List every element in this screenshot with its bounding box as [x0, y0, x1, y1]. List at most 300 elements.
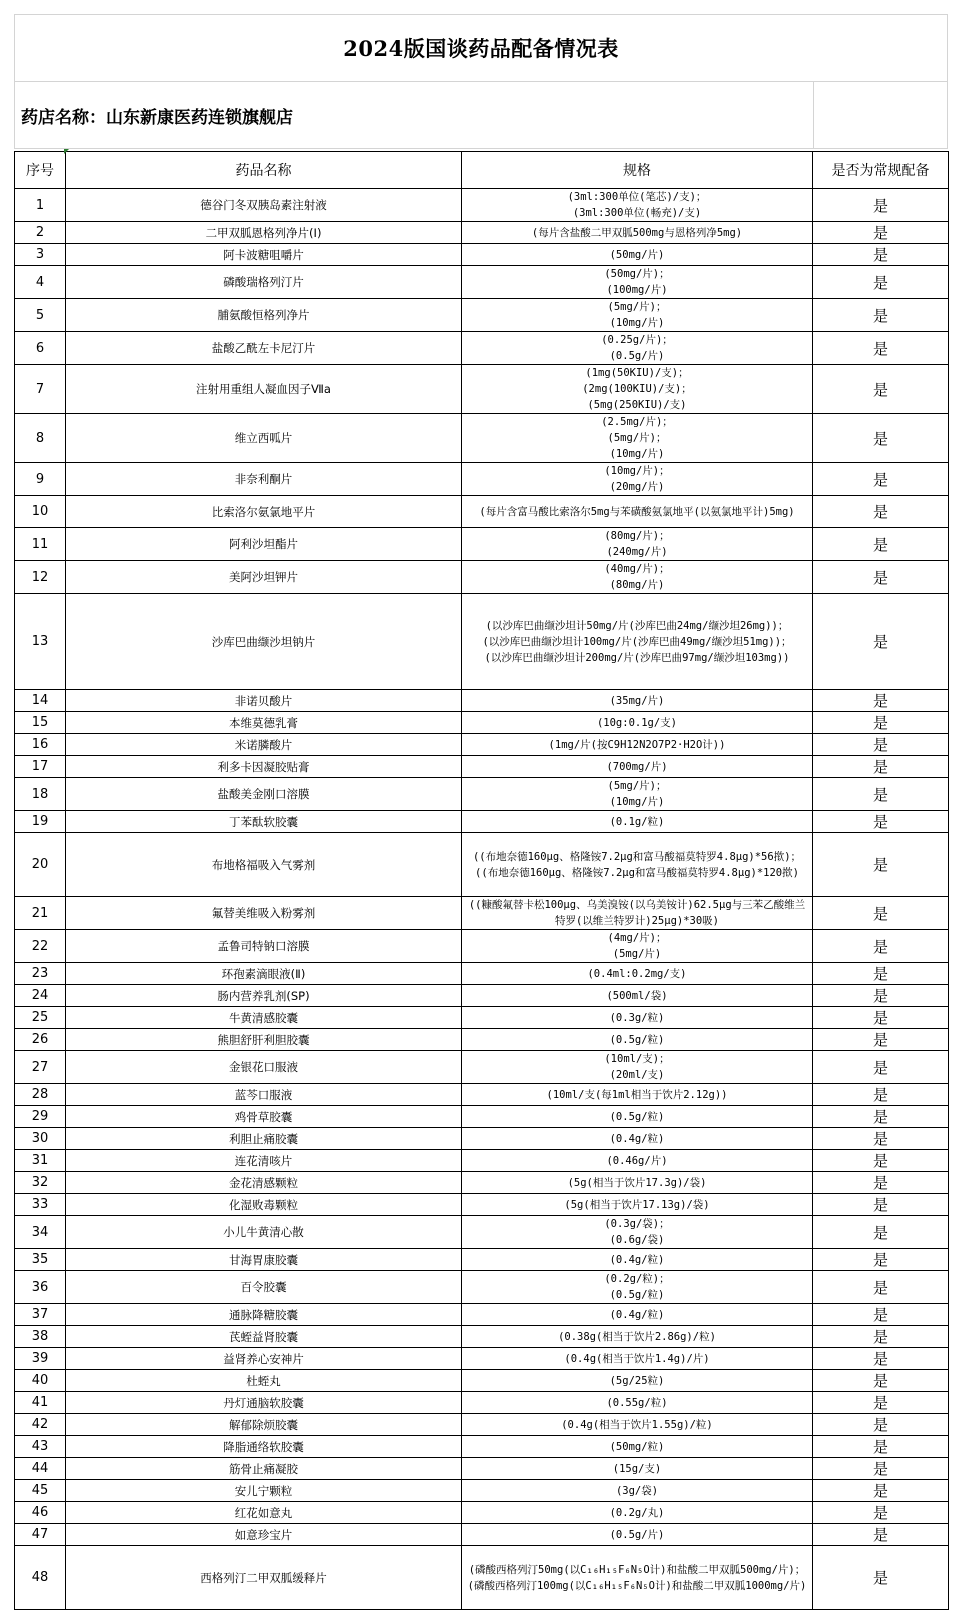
table-row [15, 734, 949, 756]
cell-drug-name: 金花清感颗粒 [66, 1172, 462, 1194]
cell-drug-name: 比索洛尔氨氯地平片 [66, 496, 462, 528]
cell-regular: 是 [813, 1524, 949, 1546]
cell-no: 2 [15, 222, 66, 244]
cell-no: 8 [15, 414, 66, 463]
cell-no: 44 [15, 1458, 66, 1480]
cell-regular: 是 [813, 1216, 949, 1249]
spec-line: (磷酸西格列汀50mg(以C₁₆H₁₅F₆N₅O计)和盐酸二甲双胍500mg/片)； [468, 1563, 806, 1576]
cell-no: 3 [15, 244, 66, 266]
cell-drug-name: 化湿败毒颗粒 [66, 1194, 462, 1216]
cell-spec [462, 1150, 813, 1172]
cell-spec [462, 414, 813, 463]
cell-drug-name: 脯氨酸恒格列净片 [66, 299, 462, 332]
cell-regular: 是 [813, 244, 949, 266]
cell-spec [462, 1502, 813, 1524]
spec-line: (50mg/粒) [609, 1440, 665, 1453]
spec-line: (5mg/片)； [607, 432, 667, 444]
cell-spec [462, 1392, 813, 1414]
spec-line: (20ml/支) [609, 1069, 665, 1081]
spec-line: (80mg/片) [609, 579, 665, 591]
table-row [15, 930, 949, 963]
table-row [15, 189, 949, 222]
spec-line: (3ml:300单位(笔芯)/支)； [567, 191, 707, 203]
cell-drug-name: 丁苯酞软胶囊 [66, 811, 462, 833]
spec-line: (0.4g(相当于饮片1.4g)/片) [564, 1352, 710, 1365]
cell-drug-name: 牛黄清感胶囊 [66, 1007, 462, 1029]
cell-regular: 是 [813, 496, 949, 528]
table-row [15, 778, 949, 811]
cell-drug-name: 二甲双胍恩格列净片(Ⅰ) [66, 222, 462, 244]
cell-drug-name: 小儿牛黄清心散 [66, 1216, 462, 1249]
cell-regular: 是 [813, 1370, 949, 1392]
cell-drug-name: 西格列汀二甲双胍缓释片 [66, 1546, 462, 1610]
table-row [15, 811, 949, 833]
cell-no: 36 [15, 1271, 66, 1304]
cell-drug-name: 米诺膦酸片 [66, 734, 462, 756]
cell-spec [462, 332, 813, 365]
spec-line: (5mg/片)； [607, 780, 667, 792]
cell-spec [462, 1084, 813, 1106]
cell-spec [462, 594, 813, 690]
cell-drug-name: 沙库巴曲缬沙坦钠片 [66, 594, 462, 690]
spec-line: (5g/25粒) [609, 1374, 665, 1387]
spec-line: (20mg/片) [609, 481, 665, 493]
header-row [15, 152, 949, 189]
cell-drug-name: 蓝芩口服液 [66, 1084, 462, 1106]
table-row [15, 1546, 949, 1610]
cell-drug-name: 杜蛭丸 [66, 1370, 462, 1392]
table-row [15, 1436, 949, 1458]
cell-spec [462, 734, 813, 756]
spec-line: (0.4g(相当于饮片1.55g)/粒) [561, 1418, 713, 1431]
cell-divider [813, 82, 814, 148]
cell-regular: 是 [813, 1546, 949, 1610]
spec-line: (0.55g/粒) [606, 1396, 668, 1409]
cell-spec [462, 1436, 813, 1458]
cell-no: 19 [15, 811, 66, 833]
cell-drug-name: 盐酸乙酰左卡尼汀片 [66, 332, 462, 365]
spec-line: (10mg/片) [609, 317, 665, 329]
cell-no: 6 [15, 332, 66, 365]
cell-spec [462, 963, 813, 985]
cell-regular: 是 [813, 299, 949, 332]
table-row [15, 1326, 949, 1348]
cell-regular: 是 [813, 1106, 949, 1128]
cell-regular: 是 [813, 778, 949, 811]
cell-spec [462, 756, 813, 778]
cell-spec [462, 1172, 813, 1194]
table-row [15, 690, 949, 712]
spec-line: (10mg/片) [609, 796, 665, 808]
spec-line: (3ml:300单位(畅充)/支) [572, 207, 702, 219]
cell-regular: 是 [813, 897, 949, 930]
cell-drug-name: 熊胆舒肝利胆胶囊 [66, 1029, 462, 1051]
header-spec: 规格 [462, 152, 813, 189]
cell-no: 15 [15, 712, 66, 734]
cell-spec [462, 1304, 813, 1326]
cell-no: 37 [15, 1304, 66, 1326]
cell-regular: 是 [813, 1084, 949, 1106]
table-row [15, 1271, 949, 1304]
table-row [15, 1051, 949, 1084]
cell-no: 26 [15, 1029, 66, 1051]
cell-drug-name: 通脉降糖胶囊 [66, 1304, 462, 1326]
spec-line: (10ml/支)； [604, 1053, 670, 1065]
cell-drug-name: 维立西呱片 [66, 414, 462, 463]
cell-spec [462, 1480, 813, 1502]
spec-line: (240mg/片) [606, 546, 668, 558]
cell-no: 11 [15, 528, 66, 561]
spec-line: (15g/支) [612, 1462, 662, 1475]
cell-spec [462, 1326, 813, 1348]
cell-regular: 是 [813, 1051, 949, 1084]
store-row [14, 81, 948, 149]
cell-regular: 是 [813, 1128, 949, 1150]
cell-regular: 是 [813, 1480, 949, 1502]
cell-no: 25 [15, 1007, 66, 1029]
spec-line: (0.4g/粒) [609, 1308, 665, 1321]
cell-regular: 是 [813, 414, 949, 463]
spec-line: (500ml/袋) [606, 989, 668, 1002]
cell-regular: 是 [813, 963, 949, 985]
cell-regular: 是 [813, 1150, 949, 1172]
table-row [15, 963, 949, 985]
cell-no: 9 [15, 463, 66, 496]
cell-drug-name: 百令胶囊 [66, 1271, 462, 1304]
header-no: 序号 [15, 152, 66, 189]
table-row [15, 897, 949, 930]
cell-drug-name: 如意珍宝片 [66, 1524, 462, 1546]
cell-spec [462, 1216, 813, 1249]
cell-drug-name: 环孢素滴眼液(Ⅱ) [66, 963, 462, 985]
cell-regular: 是 [813, 930, 949, 963]
table-row [15, 1370, 949, 1392]
cell-no: 40 [15, 1370, 66, 1392]
spec-line: (0.46g/片) [606, 1154, 668, 1167]
cell-no: 48 [15, 1546, 66, 1610]
cell-regular: 是 [813, 734, 949, 756]
cell-drug-name: 美阿沙坦钾片 [66, 561, 462, 594]
cell-regular: 是 [813, 1414, 949, 1436]
table-row [15, 414, 949, 463]
table-row [15, 1007, 949, 1029]
cell-regular: 是 [813, 561, 949, 594]
cell-drug-name: 解郁除烦胶囊 [66, 1414, 462, 1436]
cell-drug-name: 鸡骨草胶囊 [66, 1106, 462, 1128]
cell-no: 18 [15, 778, 66, 811]
cell-no: 35 [15, 1249, 66, 1271]
cell-no: 42 [15, 1414, 66, 1436]
store-name: 药店名称：山东新康医药连锁旗舰店 [21, 107, 293, 128]
cell-spec [462, 463, 813, 496]
spec-line: (磷酸西格列汀100mg(以C₁₆H₁₅F₆N₅O计)和盐酸二甲双胍1000mg/片) [467, 1579, 807, 1592]
table-row [15, 222, 949, 244]
cell-spec [462, 712, 813, 734]
spec-line: (1mg/片(按C9H12N2O7P2·H2O计)) [548, 738, 726, 751]
cell-spec [462, 1458, 813, 1480]
cell-regular: 是 [813, 1249, 949, 1271]
table-row [15, 756, 949, 778]
spec-line: (0.4g/粒) [609, 1253, 665, 1266]
cell-no: 7 [15, 365, 66, 414]
cell-drug-name: 红花如意丸 [66, 1502, 462, 1524]
cell-drug-name: 德谷门冬双胰岛素注射液 [66, 189, 462, 222]
spec-line: (1mg(50KIU)/支)； [585, 367, 689, 379]
table-row [15, 266, 949, 299]
cell-spec [462, 1007, 813, 1029]
cell-no: 17 [15, 756, 66, 778]
spec-line: (0.5g/粒) [609, 1033, 665, 1046]
cell-spec [462, 561, 813, 594]
cell-regular: 是 [813, 833, 949, 897]
spec-line: (0.5g/粒) [609, 1289, 665, 1301]
spec-line: (0.3g/粒) [609, 1011, 665, 1024]
spec-line: (0.25g/片)； [601, 334, 673, 346]
cell-spec [462, 897, 813, 930]
cell-drug-name: 丹灯通脑软胶囊 [66, 1392, 462, 1414]
cell-spec [462, 1348, 813, 1370]
cell-no: 31 [15, 1150, 66, 1172]
cell-drug-name: 安儿宁颗粒 [66, 1480, 462, 1502]
cell-no: 39 [15, 1348, 66, 1370]
cell-drug-name: 降脂通络软胶囊 [66, 1436, 462, 1458]
cell-drug-name: 布地格福吸入气雾剂 [66, 833, 462, 897]
spec-line: (35mg/片) [609, 694, 665, 707]
cell-drug-name: 利多卡因凝胶贴膏 [66, 756, 462, 778]
table-row [15, 1194, 949, 1216]
cell-spec [462, 1546, 813, 1610]
cell-no: 12 [15, 561, 66, 594]
table-row [15, 244, 949, 266]
cell-regular: 是 [813, 1348, 949, 1370]
spec-line: ((糠酸氟替卡松100μg、乌美溴铵(以乌美铵计)62.5μg与三苯乙酸维兰特罗(以维兰特罗计)25μg)*30吸) [468, 899, 806, 927]
spec-line: (0.38g(相当于饮片2.86g)/粒) [558, 1330, 716, 1343]
spec-line: (0.1g/粒) [609, 815, 665, 828]
cell-no: 27 [15, 1051, 66, 1084]
cell-spec [462, 1524, 813, 1546]
cell-no: 5 [15, 299, 66, 332]
table-row [15, 594, 949, 690]
cell-no: 30 [15, 1128, 66, 1150]
cell-no: 20 [15, 833, 66, 897]
table-row [15, 1029, 949, 1051]
table-row [15, 1524, 949, 1546]
cell-no: 33 [15, 1194, 66, 1216]
table-row [15, 1128, 949, 1150]
cell-spec [462, 1106, 813, 1128]
spec-line: (700mg/片) [606, 760, 668, 773]
cell-spec [462, 1051, 813, 1084]
spec-line: ((布地奈德160μg、格隆铵7.2μg和富马酸福莫特罗4.8μg)*120揿) [475, 866, 799, 879]
spec-line: (10mg/片)； [604, 465, 670, 477]
cell-no: 47 [15, 1524, 66, 1546]
table-row [15, 1414, 949, 1436]
cell-no: 34 [15, 1216, 66, 1249]
table-row [15, 985, 949, 1007]
cell-spec [462, 833, 813, 897]
spec-line: (5mg/片) [612, 948, 662, 960]
table-row [15, 365, 949, 414]
spec-line: (5g(相当于饮片17.13g)/袋) [564, 1198, 710, 1211]
spec-line: (10g:0.1g/支) [596, 716, 678, 729]
spec-line: (0.5g/粒) [609, 1110, 665, 1123]
cell-spec [462, 1249, 813, 1271]
title-row [14, 14, 948, 81]
spec-line: (0.5g/片) [609, 1528, 665, 1541]
cell-regular: 是 [813, 1502, 949, 1524]
cell-drug-name: 氟替美维吸入粉雾剂 [66, 897, 462, 930]
spreadsheet [14, 14, 948, 1610]
table-row [15, 1392, 949, 1414]
spec-line: (以沙库巴曲缬沙坦计100mg/片(沙库巴曲49mg/缬沙坦51mg))； [482, 635, 792, 648]
cell-spec [462, 299, 813, 332]
table-row [15, 1480, 949, 1502]
table-row [15, 1502, 949, 1524]
spec-line: (0.4g/粒) [609, 1132, 665, 1145]
table-row [15, 1458, 949, 1480]
table-row [15, 1172, 949, 1194]
cell-spec [462, 1370, 813, 1392]
spec-line: (10ml/支(每1ml相当于饮片2.12g)) [546, 1088, 728, 1101]
table-row [15, 1150, 949, 1172]
cell-regular: 是 [813, 690, 949, 712]
cell-drug-name: 本维莫德乳膏 [66, 712, 462, 734]
cell-drug-name: 肠内营养乳剂(SP) [66, 985, 462, 1007]
cell-spec [462, 930, 813, 963]
table-row [15, 496, 949, 528]
cell-spec [462, 365, 813, 414]
spec-line: (以沙库巴曲缬沙坦计200mg/片(沙库巴曲97mg/缬沙坦103mg)) [484, 651, 790, 664]
cell-no: 29 [15, 1106, 66, 1128]
spec-line: (每片含盐酸二甲双胍500mg与恩格列净5mg) [531, 226, 743, 239]
spec-line: (5g(相当于饮片17.3g)/袋) [567, 1176, 707, 1189]
cell-no: 22 [15, 930, 66, 963]
table-row [15, 1106, 949, 1128]
cell-spec [462, 528, 813, 561]
cell-no: 23 [15, 963, 66, 985]
cell-regular: 是 [813, 365, 949, 414]
cell-no: 38 [15, 1326, 66, 1348]
cell-no: 16 [15, 734, 66, 756]
cell-no: 4 [15, 266, 66, 299]
spec-line: (0.4ml:0.2mg/支) [587, 967, 687, 980]
table-row [15, 1084, 949, 1106]
cell-spec [462, 222, 813, 244]
cell-spec [462, 1271, 813, 1304]
table-row [15, 1216, 949, 1249]
cell-regular: 是 [813, 222, 949, 244]
cell-no: 32 [15, 1172, 66, 1194]
cell-drug-name: 阿卡波糖咀嚼片 [66, 244, 462, 266]
cell-drug-name: 注射用重组人凝血因子Ⅶa [66, 365, 462, 414]
cell-regular: 是 [813, 266, 949, 299]
spec-line: (0.2g/粒)； [604, 1273, 670, 1285]
drug-table [14, 151, 949, 1610]
table-row [15, 833, 949, 897]
table-row [15, 299, 949, 332]
cell-regular: 是 [813, 594, 949, 690]
cell-regular: 是 [813, 1458, 949, 1480]
cell-drug-name: 非奈利酮片 [66, 463, 462, 496]
spec-line: (0.3g/袋)； [604, 1218, 670, 1230]
spec-line: (每片含富马酸比索洛尔5mg与苯磺酸氨氯地平(以氨氯地平计)5mg) [479, 505, 795, 518]
spec-line: (2.5mg/片)； [601, 416, 673, 428]
table-row [15, 528, 949, 561]
spec-line: (10mg/片) [609, 448, 665, 460]
table-row [15, 712, 949, 734]
spec-line: (3g/袋) [615, 1484, 659, 1497]
cell-regular: 是 [813, 712, 949, 734]
cell-drug-name: 金银花口服液 [66, 1051, 462, 1084]
cell-no: 28 [15, 1084, 66, 1106]
cell-spec [462, 1029, 813, 1051]
spec-line: (40mg/片)； [604, 563, 670, 575]
spec-line: (5mg(250KIU)/支) [587, 399, 687, 411]
table-row [15, 1249, 949, 1271]
cell-spec [462, 1194, 813, 1216]
spec-line: (0.6g/袋) [609, 1234, 665, 1246]
cell-no: 14 [15, 690, 66, 712]
table-body [15, 189, 949, 1610]
cell-regular: 是 [813, 1392, 949, 1414]
cell-regular: 是 [813, 463, 949, 496]
header-name: 药品名称 [66, 152, 462, 189]
page-title: 2024版国谈药品配备情况表 [343, 36, 619, 61]
table-row [15, 332, 949, 365]
cell-regular: 是 [813, 1436, 949, 1458]
spec-line: (0.2g/丸) [609, 1506, 665, 1519]
cell-regular: 是 [813, 756, 949, 778]
spec-line: (100mg/片) [606, 284, 668, 296]
spec-line: (5mg/片)； [607, 301, 667, 313]
table-row [15, 561, 949, 594]
cell-drug-name: 盐酸美金刚口溶膜 [66, 778, 462, 811]
spec-line: (以沙库巴曲缬沙坦计50mg/片(沙库巴曲24mg/缬沙坦26mg))； [485, 619, 789, 632]
cell-no: 46 [15, 1502, 66, 1524]
cell-drug-name: 连花清咳片 [66, 1150, 462, 1172]
spec-line: (50mg/片) [609, 248, 665, 261]
cell-no: 21 [15, 897, 66, 930]
cell-no: 41 [15, 1392, 66, 1414]
cell-spec [462, 778, 813, 811]
spec-line: (80mg/片)； [604, 530, 670, 542]
cell-spec [462, 1128, 813, 1150]
cell-regular: 是 [813, 189, 949, 222]
cell-no: 10 [15, 496, 66, 528]
cell-drug-name: 筋骨止痛凝胶 [66, 1458, 462, 1480]
cell-spec [462, 189, 813, 222]
cell-comment-marker-icon [64, 149, 69, 154]
cell-regular: 是 [813, 811, 949, 833]
table-row [15, 1304, 949, 1326]
cell-no: 43 [15, 1436, 66, 1458]
cell-regular: 是 [813, 332, 949, 365]
cell-drug-name: 益肾养心安神片 [66, 1348, 462, 1370]
spec-line: (50mg/片)； [604, 268, 670, 280]
cell-spec [462, 985, 813, 1007]
cell-spec [462, 1414, 813, 1436]
spec-line: (4mg/片)； [607, 932, 667, 944]
cell-regular: 是 [813, 1194, 949, 1216]
header-regular: 是否为常规配备 [813, 152, 949, 189]
cell-no: 13 [15, 594, 66, 690]
spec-line: (0.5g/片) [609, 350, 665, 362]
cell-no: 1 [15, 189, 66, 222]
cell-regular: 是 [813, 985, 949, 1007]
table-row [15, 463, 949, 496]
cell-regular: 是 [813, 528, 949, 561]
cell-drug-name: 利胆止痛胶囊 [66, 1128, 462, 1150]
